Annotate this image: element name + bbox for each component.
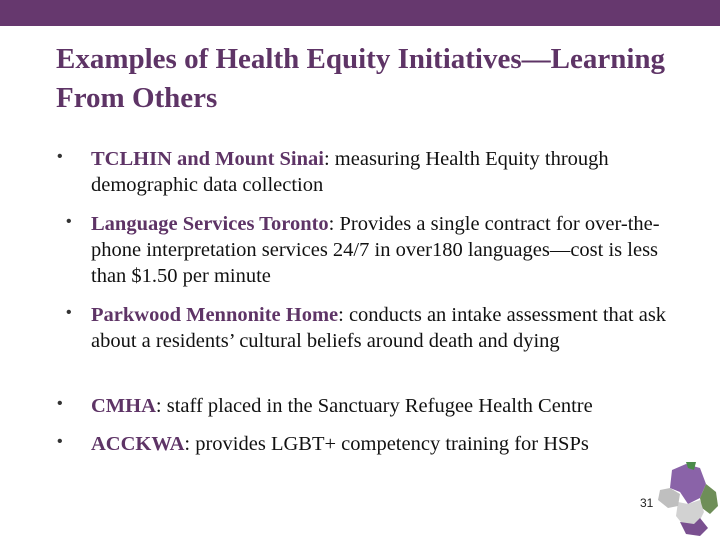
bullet-lead: CMHA [91, 395, 156, 417]
bullet-lead: Language Services Toronto [91, 213, 329, 235]
bullet-text: : Provides a single contract for over-the-phone interpretation services 24/7 in over180 languages—cost is less than $1.50 per minute [91, 213, 660, 287]
bullet-icon: • [57, 433, 63, 450]
bullet-text: : conducts an intake assessment that ask about a residents’ cultural beliefs around death and dying [91, 304, 667, 352]
bullet-lead: ACCKWA [91, 433, 185, 455]
header-bar [0, 0, 720, 26]
page-number: 31 [640, 496, 654, 510]
region-map-logo [650, 462, 718, 536]
bullet-text: : provides LGBT+ competency training for HSPs [184, 433, 589, 455]
bullet-icon: • [57, 395, 63, 412]
bullet-text: : staff placed in the Sanctuary Refugee Health Centre [155, 395, 593, 417]
bullet-icon: • [66, 304, 72, 321]
bullet-text: : measuring Health Equity through demographic data collection [91, 148, 609, 196]
bullet-icon: • [66, 213, 72, 230]
bullet-icon: • [57, 148, 63, 165]
bullet-lead: Parkwood Mennonite Home [91, 304, 339, 326]
slide-title: Examples of Health Equity Initiatives—Learning From Others [56, 43, 666, 114]
bullet-lead: TCLHIN and Mount Sinai [91, 148, 324, 170]
